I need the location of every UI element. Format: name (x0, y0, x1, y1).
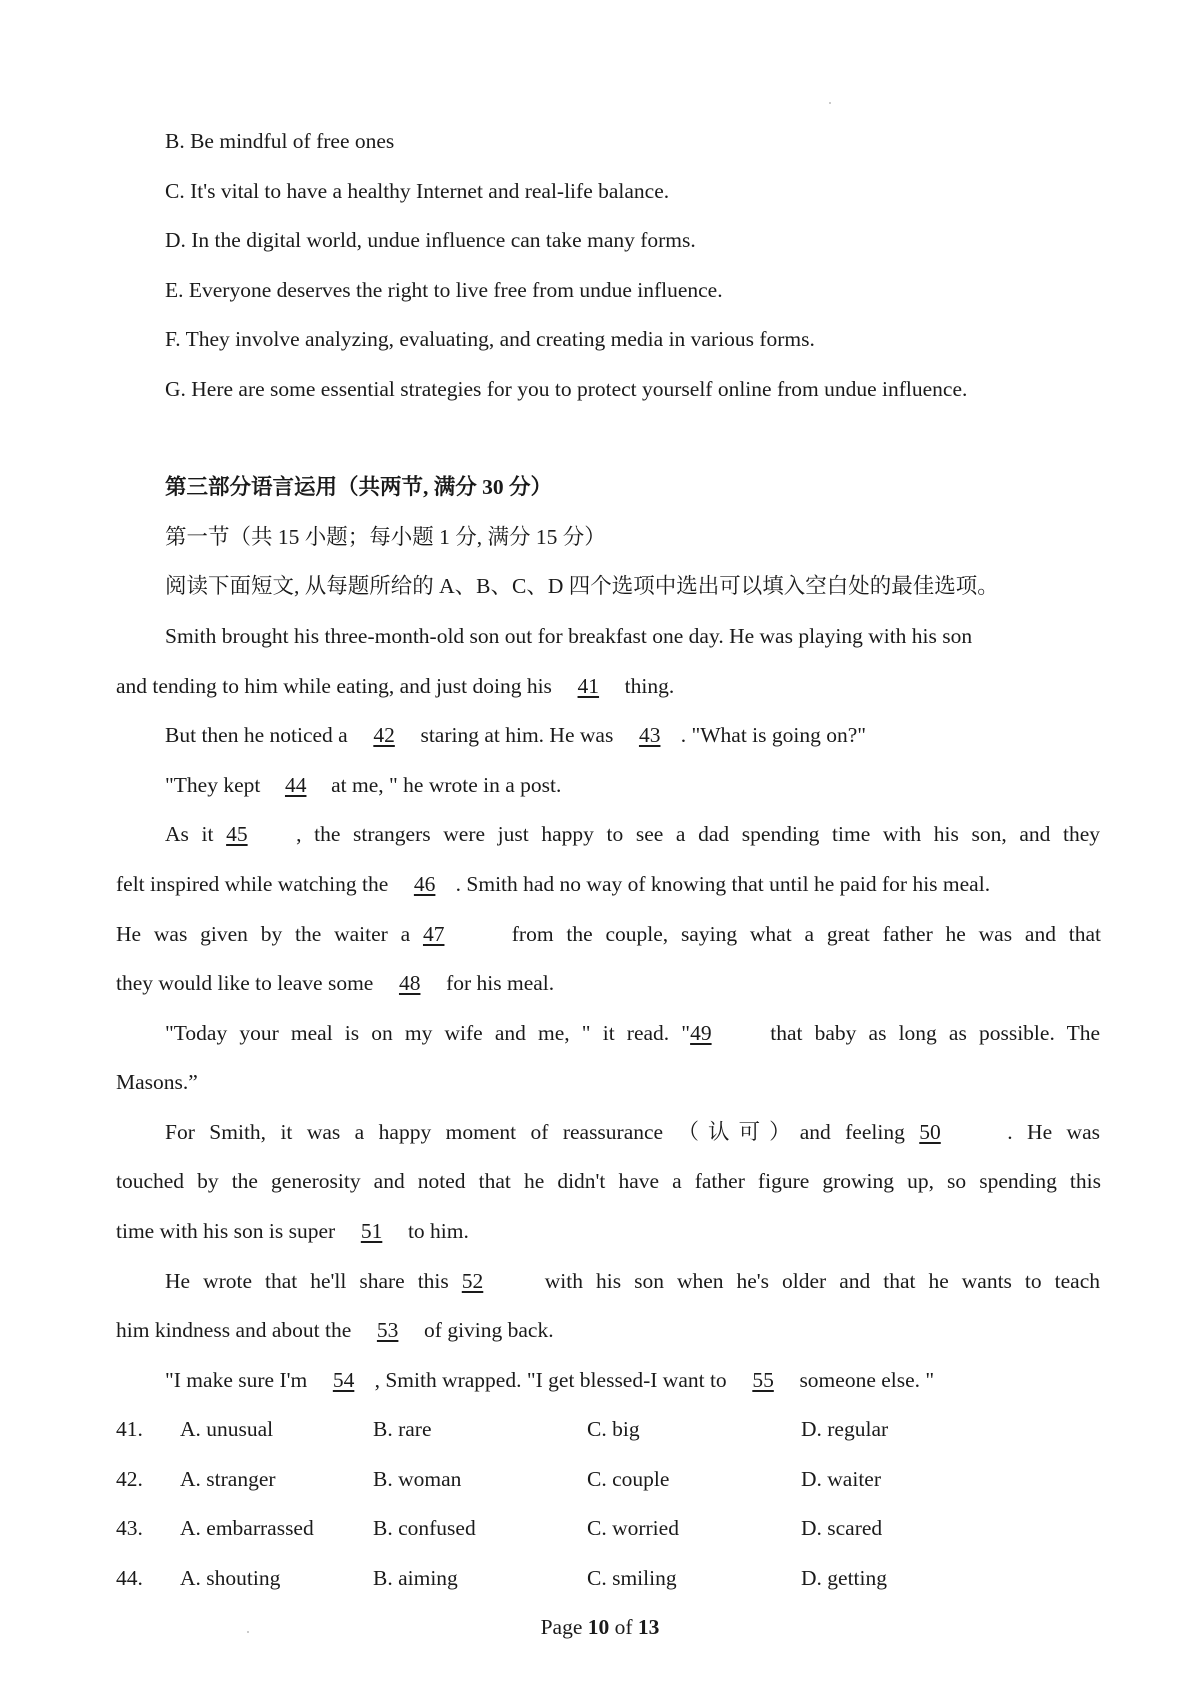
choice-a[interactable]: A. shouting (180, 1566, 281, 1590)
question-number: 44. (116, 1566, 143, 1590)
choice-d[interactable]: D. regular (801, 1417, 889, 1441)
blank-43: 43 (638, 723, 661, 747)
option-g: G. Here are some essential strategies for you to protect yourself online from undue influence. (165, 377, 968, 401)
option-e: E. Everyone deserves the right to live free from undue influence. (165, 278, 723, 302)
blank-51: 51 (360, 1219, 383, 1243)
passage-line: felt inspired while watching the 46 . Smith had no way of knowing that until he paid for his meal. (116, 869, 990, 899)
choice-c[interactable]: C. smiling (587, 1566, 677, 1590)
blank-42: 42 (373, 723, 395, 747)
question-number: 41. (116, 1417, 143, 1441)
blank-52: 52 (461, 1269, 484, 1293)
choice-d[interactable]: D. getting (801, 1566, 887, 1590)
passage-line: For Smith, it was a happy moment of reassurance （认可）and feeling 50 . He was (165, 1117, 1100, 1147)
passage-line: and tending to him while eating, and just doing his 41 thing. (116, 671, 674, 701)
of-label: of (614, 1615, 633, 1639)
passage-line: "They kept 44 at me, " he wrote in a post. (165, 770, 561, 800)
blank-53: 53 (376, 1318, 399, 1342)
page-label: Page (540, 1615, 583, 1639)
passage-line: Smith brought his three-month-old son out for breakfast one day. He was playing with his son (165, 624, 973, 648)
section-instruction: 阅读下面短文, 从每题所给的 A、B、C、D 四个选项中选出可以填入空白处的最佳选项。 (165, 574, 999, 598)
option-b: B. Be mindful of free ones (165, 129, 395, 153)
passage-line: time with his son is super 51 to him. (116, 1216, 469, 1246)
blank-48: 48 (398, 971, 421, 995)
choice-a[interactable]: A. embarrassed (180, 1516, 314, 1540)
choice-d[interactable]: D. scared (801, 1516, 883, 1540)
passage-line: But then he noticed a 42 staring at him. He was 43 . "What is going on?" (165, 720, 866, 750)
choice-b[interactable]: B. rare (373, 1417, 432, 1441)
blank-41: 41 (577, 674, 600, 698)
page-number: 10 (587, 1615, 610, 1639)
choice-c[interactable]: C. big (587, 1417, 640, 1441)
passage-line: He was given by the waiter a 47 from the couple, saying what a great father he was and that (116, 919, 1101, 949)
blank-45: 45 (226, 822, 248, 846)
passage-line: touched by the generosity and noted that he didn't have a father figure growing up, so spending this (116, 1169, 1101, 1193)
option-d: D. In the digital world, undue influence can take many forms. (165, 228, 696, 252)
passage-line: "Today your meal is on my wife and me, " it read. "49 that baby as long as possible. The (165, 1018, 1100, 1048)
option-c: C. It's vital to have a healthy Internet and real-life balance. (165, 179, 670, 203)
choice-a[interactable]: A. stranger (180, 1467, 276, 1491)
passage-line: As it 45 , the strangers were just happy to see a dad spending time with his son, and they (165, 819, 1100, 849)
blank-49: 49 (690, 1021, 712, 1045)
choice-b[interactable]: B. woman (373, 1467, 462, 1491)
choice-b[interactable]: B. aiming (373, 1566, 458, 1590)
choice-c[interactable]: C. couple (587, 1467, 670, 1491)
blank-54: 54 (332, 1368, 355, 1392)
choice-d[interactable]: D. waiter (801, 1467, 881, 1491)
option-f: F. They involve analyzing, evaluating, and creating media in various forms. (165, 327, 815, 351)
choice-a[interactable]: A. unusual (180, 1417, 274, 1441)
passage-line: they would like to leave some 48 for his meal. (116, 968, 554, 998)
question-number: 42. (116, 1467, 143, 1491)
question-row (0, 1563, 1200, 1593)
passage-line: "I make sure I'm 54 , Smith wrapped. "I get blessed-I want to 55 someone else. " (165, 1365, 934, 1395)
question-row (0, 1513, 1200, 1543)
page-total: 13 (637, 1615, 660, 1639)
choice-c[interactable]: C. worried (587, 1516, 679, 1540)
blank-55: 55 (752, 1368, 774, 1392)
part-title: 第三部分语言运用（共两节, 满分 30 分） (165, 475, 553, 499)
question-row (0, 1464, 1200, 1494)
passage-line: Masons.” (116, 1070, 198, 1094)
choice-b[interactable]: B. confused (373, 1516, 476, 1540)
blank-44: 44 (284, 773, 307, 797)
section-subtitle: 第一节（共 15 小题；每小题 1 分, 满分 15 分） (165, 525, 606, 549)
blank-50: 50 (919, 1120, 941, 1144)
question-row (0, 1414, 1200, 1444)
blank-46: 46 (413, 872, 436, 896)
passage-line: He wrote that he'll share this 52 with his son when he's older and that he wants to teach (165, 1266, 1100, 1296)
question-number: 43. (116, 1516, 143, 1540)
scan-speck (829, 102, 831, 104)
passage-line: him kindness and about the 53 of giving back. (116, 1315, 554, 1345)
page-footer (0, 1612, 1200, 1642)
blank-47: 47 (422, 922, 445, 946)
